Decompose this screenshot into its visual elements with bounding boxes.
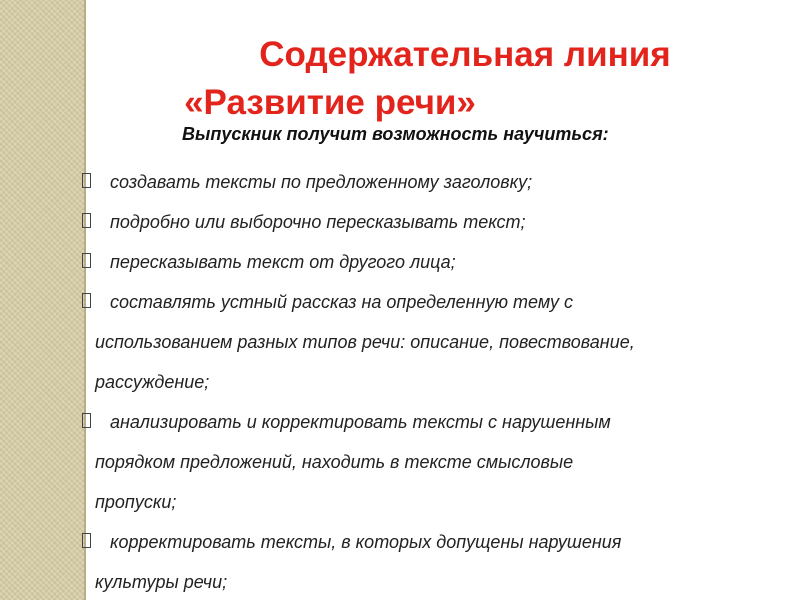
skills-list <box>82 162 782 602</box>
list-item-text: пересказывать текст от другого лица; <box>110 252 456 272</box>
list-item <box>82 402 782 522</box>
slide-subtitle: Выпускник получит возможность научиться: <box>182 124 609 144</box>
list-item-text-continuation: порядком предложений, находить в тексте смысловые <box>95 452 574 472</box>
list-item-text-continuation: рассуждение; <box>95 372 210 392</box>
list-item-text-continuation: использованием разных типов речи: описание, повествование, <box>95 332 635 352</box>
list-item-text-continuation: пропуски; <box>95 492 177 512</box>
slide-title-line-1: Содержательная линия <box>259 35 671 75</box>
list-item-text: подробно или выборочно пересказывать текст; <box>110 212 526 232</box>
checkbox-bullet-icon <box>82 213 91 228</box>
list-item-text: корректировать тексты, в которых допущены нарушения <box>110 532 622 552</box>
list-item <box>82 242 782 282</box>
list-item <box>82 282 782 402</box>
checkbox-bullet-icon <box>82 533 91 548</box>
slide-title <box>120 31 800 127</box>
checkbox-bullet-icon <box>82 293 91 308</box>
checkbox-bullet-icon <box>82 173 91 188</box>
list-item <box>82 162 782 202</box>
list-item-text: составлять устный рассказ на определенную тему с <box>110 292 573 312</box>
list-item-text: анализировать и корректировать тексты с нарушенным <box>110 412 611 432</box>
list-item <box>82 522 782 602</box>
checkbox-bullet-icon <box>82 253 91 268</box>
checkbox-bullet-icon <box>82 413 91 428</box>
list-item-text: создавать тексты по предложенному заголовку; <box>110 172 533 192</box>
list-item-text-continuation: культуры речи; <box>95 572 228 592</box>
list-item <box>82 202 782 242</box>
slide-title-line-2: «Развитие речи» <box>184 83 476 123</box>
